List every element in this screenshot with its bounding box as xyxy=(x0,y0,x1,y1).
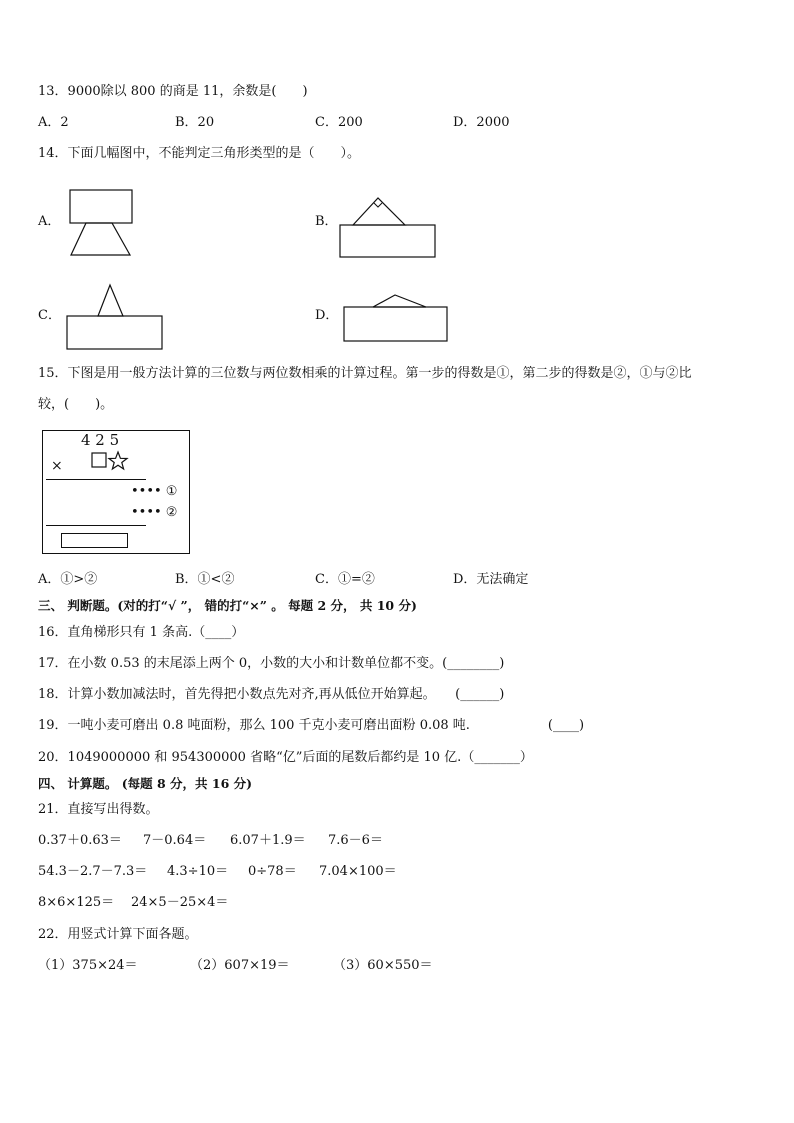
q15-figure xyxy=(42,430,190,554)
q21-stem: 21．直接写出得数。 xyxy=(38,802,159,817)
q22-stem: 22．用竖式计算下面各题。 xyxy=(38,927,198,942)
q17: 17．在小数 0.53 的末尾添上两个 0，小数的大小和计数单位都不变。(________) xyxy=(38,656,505,671)
q22-item-1: （1）375×24＝ xyxy=(38,958,138,973)
q13-option-d: D．2000 xyxy=(453,115,510,130)
q15-option-c: C．①=② xyxy=(315,572,375,587)
q15-rule-1 xyxy=(46,479,146,480)
q20: 20．1049000000 和 954300000 省略“亿”后面的尾数后都约是 10 亿.（_______） xyxy=(38,750,533,765)
q15-option-b: B．①<② xyxy=(175,572,235,587)
q14-figure-d xyxy=(338,290,453,345)
section3-title: 三、 判断题。(对的打“√ ”， 错的打“×” 。 每题 2 分， 共 10 分) xyxy=(38,598,417,613)
q15-option-a: A．①>② xyxy=(38,572,98,587)
q14-figure-a xyxy=(60,185,150,257)
q15-option-d: D．无法确定 xyxy=(453,572,529,587)
q13-option-b: B．20 xyxy=(175,115,215,130)
q21-expr-5: 54.3－2.7－7.3＝ xyxy=(38,864,148,879)
q21-expr-6: 4.3÷10＝ xyxy=(167,864,229,879)
q15-square-star-icon xyxy=(91,451,131,471)
q15-stem-line2: 较，( )。 xyxy=(38,397,114,412)
q16: 16．直角梯形只有 1 条高.（____） xyxy=(38,625,245,640)
q21-expr-1: 0.37＋0.63＝ xyxy=(38,833,122,848)
q22-item-2: （2）607×19＝ xyxy=(190,958,290,973)
q13-stem: 13．9000除以 800 的商是 11，余数是( ) xyxy=(38,84,308,99)
q21-expr-10: 24×5－25×4＝ xyxy=(131,895,229,910)
q14-label-c: C． xyxy=(38,308,61,323)
q14-label-b: B． xyxy=(315,214,338,229)
q15-step-2: •••• ② xyxy=(131,505,178,520)
q21-expr-4: 7.6－6＝ xyxy=(328,833,383,848)
q14-figure-b xyxy=(335,195,445,260)
q15-stem-line1: 15．下图是用一般方法计算的三位数与两位数相乘的计算过程。第一步的得数是①，第二步的得数是②，①与②比 xyxy=(38,366,692,381)
q14-label-d: D． xyxy=(315,308,339,323)
q19: 19．一吨小麦可磨出 0.8 吨面粉，那么 100 千克小麦可磨出面粉 0.08 吨. (____) xyxy=(38,718,585,733)
section4-title: 四、 计算题。 (每题 8 分，共 16 分) xyxy=(38,776,253,791)
q21-expr-8: 7.04×100＝ xyxy=(319,864,397,879)
q21-expr-2: 7－0.64＝ xyxy=(143,833,207,848)
q15-rule-2 xyxy=(46,525,146,526)
q15-answer-box xyxy=(61,533,128,548)
q15-step-1: •••• ① xyxy=(131,484,178,499)
q21-expr-9: 8×6×125＝ xyxy=(38,895,115,910)
q14-stem: 14．下面几幅图中，不能判定三角形类型的是（ ）。 xyxy=(38,146,361,161)
q15-times-sign: × xyxy=(51,458,63,474)
q21-expr-7: 0÷78＝ xyxy=(248,864,297,879)
q14-label-a: A． xyxy=(38,214,61,229)
q21-expr-3: 6.07＋1.9＝ xyxy=(230,833,306,848)
q13-option-c: C．200 xyxy=(315,115,363,130)
q14-figure-c xyxy=(62,282,172,352)
q22-item-3: （3）60×550＝ xyxy=(333,958,433,973)
q18: 18．计算小数加减法时，首先得把小数点先对齐,再从低位开始算起。 (______) xyxy=(38,687,505,702)
q13-option-a: A．2 xyxy=(38,115,69,130)
q15-multiplicand: 4 2 5 xyxy=(81,431,120,449)
